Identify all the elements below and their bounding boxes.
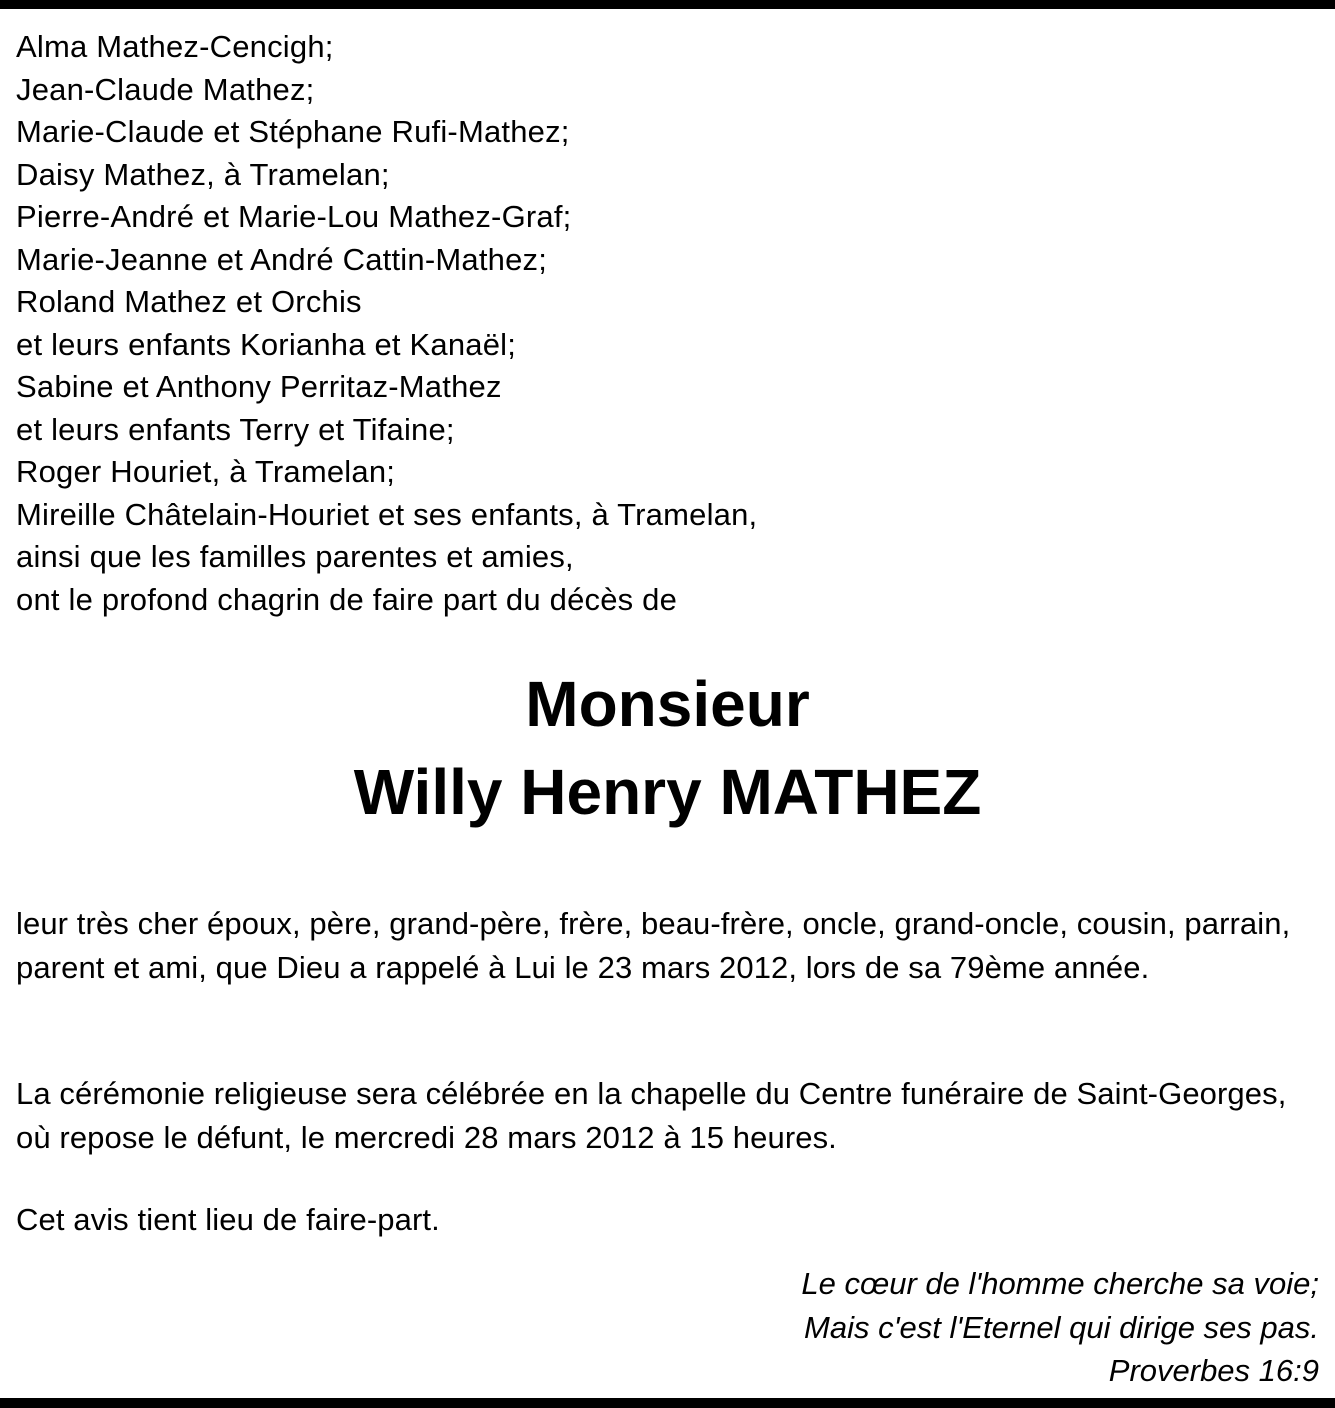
deceased-name-block — [0, 660, 1335, 836]
family-member-line: Roger Houriet, à Tramelan; — [16, 454, 396, 489]
quote-source: Proverbes 16:9 — [1108, 1353, 1319, 1388]
family-member-line: Roland Mathez et Orchis — [16, 284, 362, 319]
family-mourners-list — [16, 26, 757, 621]
family-member-line: Daisy Mathez, à Tramelan; — [16, 156, 390, 192]
deceased-title: Monsieur — [525, 668, 810, 740]
top-border-rule — [0, 0, 1335, 9]
announcement-line: ont le profond chagrin de faire part du décès de — [16, 581, 678, 617]
family-member-line: et leurs enfants Korianha et Kanaël; — [16, 326, 517, 362]
bible-quote — [801, 1262, 1319, 1393]
quote-line-2: Mais c'est l'Eternel qui dirige ses pas. — [804, 1309, 1319, 1345]
quote-line-1: Le cœur de l'homme cherche sa voie; — [801, 1266, 1319, 1301]
family-member-line: Pierre-André et Marie-Lou Mathez-Graf; — [16, 199, 572, 234]
family-member-line: Sabine et Anthony Perritaz-Mathez — [16, 369, 502, 404]
family-member-line: et leurs enfants Terry et Tifaine; — [16, 411, 455, 447]
family-member-line: Mireille Châtelain-Houriet et ses enfants, à Tramelan, — [16, 496, 758, 532]
family-member-line: Jean-Claude Mathez; — [16, 71, 315, 107]
family-member-line: Alma Mathez-Cencigh; — [16, 29, 334, 64]
ceremony-paragraph: La cérémonie religieuse sera célébrée en la chapelle du Centre funéraire de Saint-Georges, où repose le défunt, le mercredi 28 mars 2012 à 15 heures. — [16, 1076, 1287, 1155]
notice-paragraph: Cet avis tient lieu de faire-part. — [16, 1202, 440, 1237]
family-member-line: Marie-Claude et Stéphane Rufi-Mathez; — [16, 114, 570, 149]
relation-paragraph: leur très cher époux, père, grand-père, frère, beau-frère, oncle, grand-oncle, cousin, parrain, parent et ami, que Dieu a rappelé à Lui le 23 mars 2012, lors de sa 79ème année. — [16, 906, 1291, 985]
bottom-border-rule — [0, 1398, 1335, 1408]
family-member-line: ainsi que les familles parentes et amies, — [16, 539, 574, 574]
family-member-line: Marie-Jeanne et André Cattin-Mathez; — [16, 241, 548, 277]
deceased-name: Willy Henry MATHEZ — [353, 756, 982, 828]
